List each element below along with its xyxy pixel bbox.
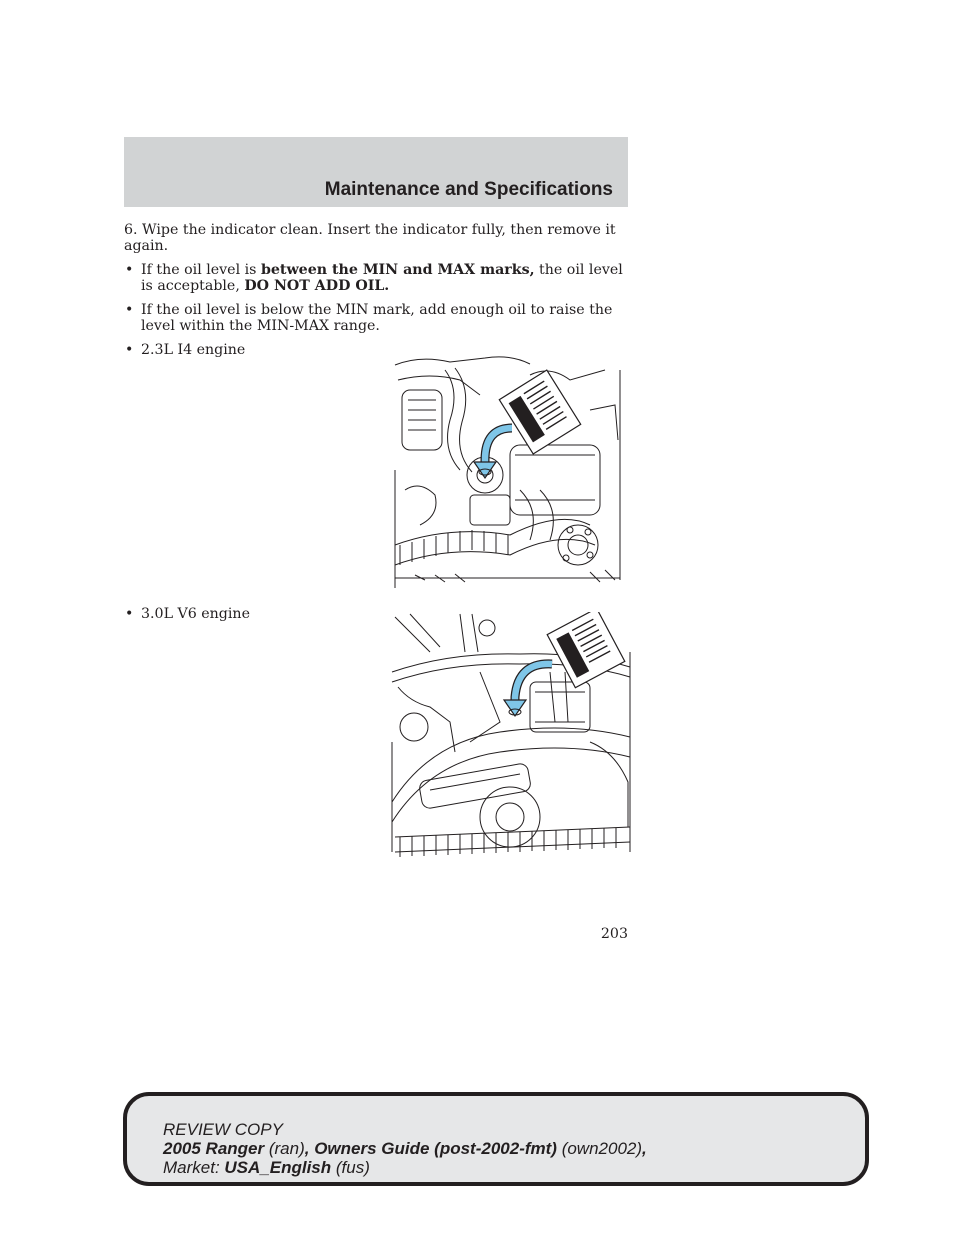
step-6-text: 6. Wipe the indicator clean. Insert the indicator fully, then remove it again.	[124, 222, 616, 254]
footer-sep-2: ,	[642, 1139, 647, 1158]
footer-guide-code: (own2002)	[556, 1139, 643, 1158]
page-number: 203	[600, 926, 628, 942]
bullet-1-pre: If the oil level is	[141, 262, 261, 278]
engine-3-0l-illustration	[390, 612, 632, 858]
footer-model: 2005 Ranger	[163, 1139, 265, 1158]
bullet-item-oil-acceptable	[124, 262, 629, 294]
engine-line-drawing	[390, 612, 632, 858]
section-title: Maintenance and Specifications	[324, 179, 613, 200]
footer-market-label: Market:	[163, 1158, 225, 1177]
engine-line-drawing	[390, 350, 626, 588]
footer-model-code: (ran)	[264, 1139, 305, 1158]
bullet-symbol: •	[125, 606, 134, 622]
bullet-4-text: 3.0L V6 engine	[141, 606, 250, 622]
bullet-symbol: •	[125, 302, 134, 318]
bullet-item-add-oil	[124, 302, 629, 334]
bullet-2-text: If the oil level is below the MIN mark, add enough oil to raise the level within the MIN-MAX range.	[141, 302, 613, 334]
bullet-3-text: 2.3L I4 engine	[141, 342, 246, 358]
footer-line-review: REVIEW COPY	[163, 1120, 283, 1139]
footer-text	[163, 1120, 647, 1177]
bullet-symbol: •	[125, 262, 134, 278]
bullet-symbol: •	[125, 342, 134, 358]
footer-market: USA_English	[224, 1158, 332, 1177]
instructions-block	[124, 222, 629, 358]
footer-line-model	[163, 1139, 647, 1158]
footer-guide: Owners Guide (post-2002-fmt)	[314, 1139, 557, 1158]
footer-sep-1: ,	[304, 1139, 315, 1158]
review-copy-footer	[123, 1092, 869, 1186]
bullet-1-mid: the oil level is acceptable,	[141, 262, 623, 294]
bullet-1-bold-range: between the MIN and MAX marks,	[260, 262, 535, 278]
oil-bottle-pour-icon	[474, 370, 581, 478]
engine-2-3l-illustration	[390, 350, 626, 588]
section-header-band	[124, 137, 628, 207]
footer-line-market	[163, 1158, 647, 1177]
footer-market-code: (fus)	[331, 1158, 370, 1177]
bullet-1-bold-warning: DO NOT ADD OIL.	[244, 278, 390, 294]
